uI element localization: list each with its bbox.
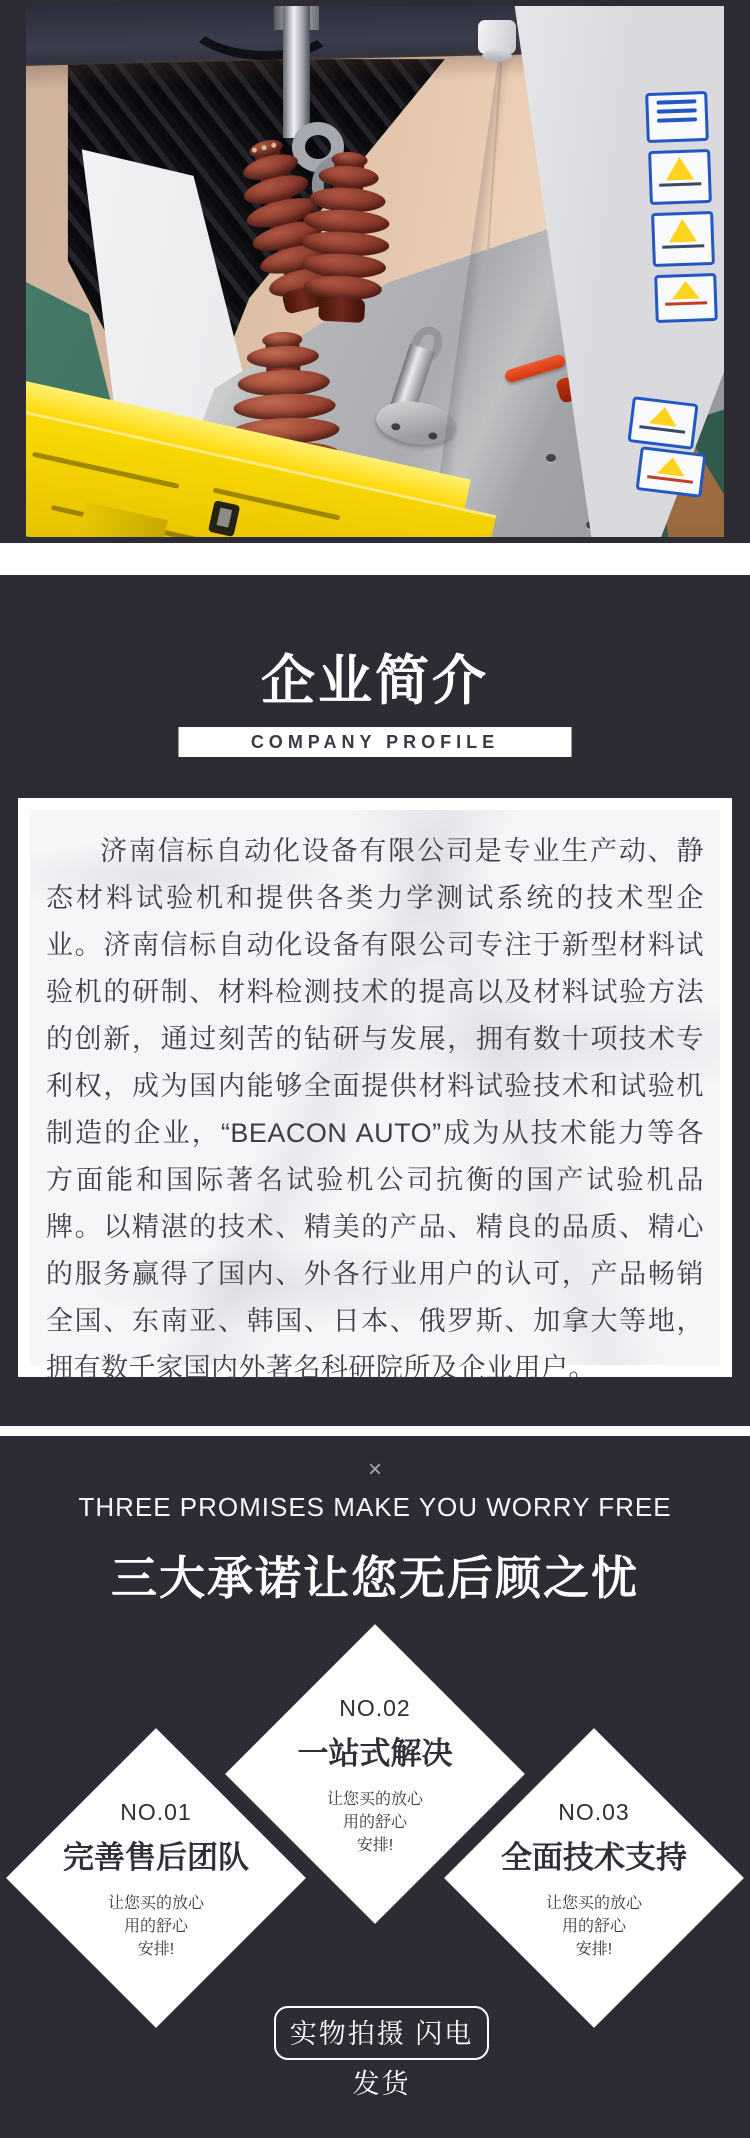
- promise-card-2: [269, 1668, 481, 1880]
- hero-photo-testing-machine: [26, 6, 724, 537]
- cta-button-real-shot-fast-shipping[interactable]: 实物拍摄 闪电发货: [274, 2006, 489, 2060]
- warning-sticker: [636, 446, 707, 498]
- promise-line: 安排!: [356, 1837, 394, 1854]
- company-intro-text: 济南信标自动化设备有限公司是专业生产动、静态材料试验机和提供各类力学测试系统的技术型企业。济南信标自动化设备有限公司专注于新型材料试验机的研制、材料检测技术的提高以及材料试验方法的创新，通过刻苦的钻研与发展，拥有数十项技术专利权，成为国内能够全面提供材料试验技术和试验机制造的企业，“BEACON AUTO”成为从技术能力等各方面能和国际著名试验机公司抗衡的国产试验机品牌。以精湛的技术、精美的产品、精良的品质、精心的服务赢得了国内、外各行业用户的认可，产品畅销全国、东南亚、韩国、日本、俄罗斯、加拿大等地，拥有数千家国内外著名科研院所及企业用户。: [46, 836, 704, 1383]
- warning-sticker: [654, 273, 718, 323]
- promise-description: [488, 1892, 700, 1961]
- sticker-text-line: [659, 182, 701, 186]
- promises-title-en: THREE PROMISES MAKE YOU WORRY FREE: [78, 1492, 672, 1522]
- sticker-text-line: [647, 475, 693, 484]
- warning-sticker: [648, 149, 712, 205]
- promise-line: 安排!: [575, 1941, 613, 1958]
- warning-sticker: [627, 396, 698, 450]
- sticker-text-line: [656, 99, 696, 104]
- sticker-text-line: [662, 244, 704, 248]
- white-knob-base: [482, 50, 512, 62]
- white-knob: [478, 20, 516, 54]
- promise-title: 全面技术支持: [501, 1840, 687, 1875]
- promise-description: [50, 1892, 262, 1961]
- company-intro-box: [18, 798, 732, 1383]
- promises-title-cn: 三大承诺让您无后顾之忧: [111, 1552, 639, 1604]
- marble-texture-panel: [30, 810, 720, 1383]
- promise-line: 用的舒心: [561, 1918, 626, 1935]
- ceramic-insulator: [295, 150, 396, 331]
- warning-triangle-icon: [665, 157, 694, 181]
- section-title-cn: 企业简介: [261, 651, 489, 711]
- white-divider: [0, 543, 750, 575]
- promise-title: 完善售后团队: [63, 1840, 249, 1875]
- promise-description: [269, 1788, 481, 1857]
- flange-bolt: [428, 432, 438, 440]
- promise-line: 用的舒心: [123, 1918, 188, 1935]
- promise-card-3: [488, 1772, 700, 1984]
- promise-line: 用的舒心: [342, 1814, 407, 1831]
- promise-line: 让您买的放心: [107, 1895, 204, 1912]
- x-decoration-icon: ×: [367, 1456, 382, 1483]
- promise-card-1: [50, 1772, 262, 1984]
- sticker-text-line: [657, 117, 697, 122]
- sticker-text-line: [657, 108, 697, 113]
- promise-number: NO.02: [339, 1695, 411, 1721]
- sticker-text-line: [639, 425, 685, 434]
- promise-number: NO.03: [558, 1799, 630, 1825]
- warning-triangle-icon: [671, 281, 700, 300]
- flange-bolt: [391, 423, 401, 431]
- promise-number: NO.01: [120, 1799, 192, 1825]
- warning-triangle-icon: [668, 219, 697, 243]
- insulator-base-cap: [318, 297, 365, 323]
- fixture-hole: [208, 500, 240, 537]
- white-divider: [0, 1426, 750, 1436]
- insulator-disc: [247, 345, 320, 369]
- promise-line: 让您买的放心: [326, 1791, 423, 1808]
- insulator-disc: [318, 164, 379, 189]
- company-profile-section: [0, 575, 750, 1426]
- promises-section: [0, 1436, 750, 2138]
- fixture-plug: [217, 507, 233, 527]
- fixture-slot: [32, 452, 180, 489]
- promise-line: 让您买的放心: [545, 1895, 642, 1912]
- warning-sticker: [645, 91, 709, 143]
- promise-title: 一站式解决: [297, 1736, 453, 1771]
- hero-photo-frame: [0, 0, 750, 543]
- sticker-text-line: [665, 301, 707, 305]
- section-subtitle-bar: COMPANY PROFILE: [179, 727, 572, 757]
- promise-line: 安排!: [137, 1941, 175, 1958]
- warning-sticker: [651, 211, 715, 267]
- warning-triangle-icon: [657, 455, 687, 476]
- warning-triangle-icon: [649, 405, 679, 426]
